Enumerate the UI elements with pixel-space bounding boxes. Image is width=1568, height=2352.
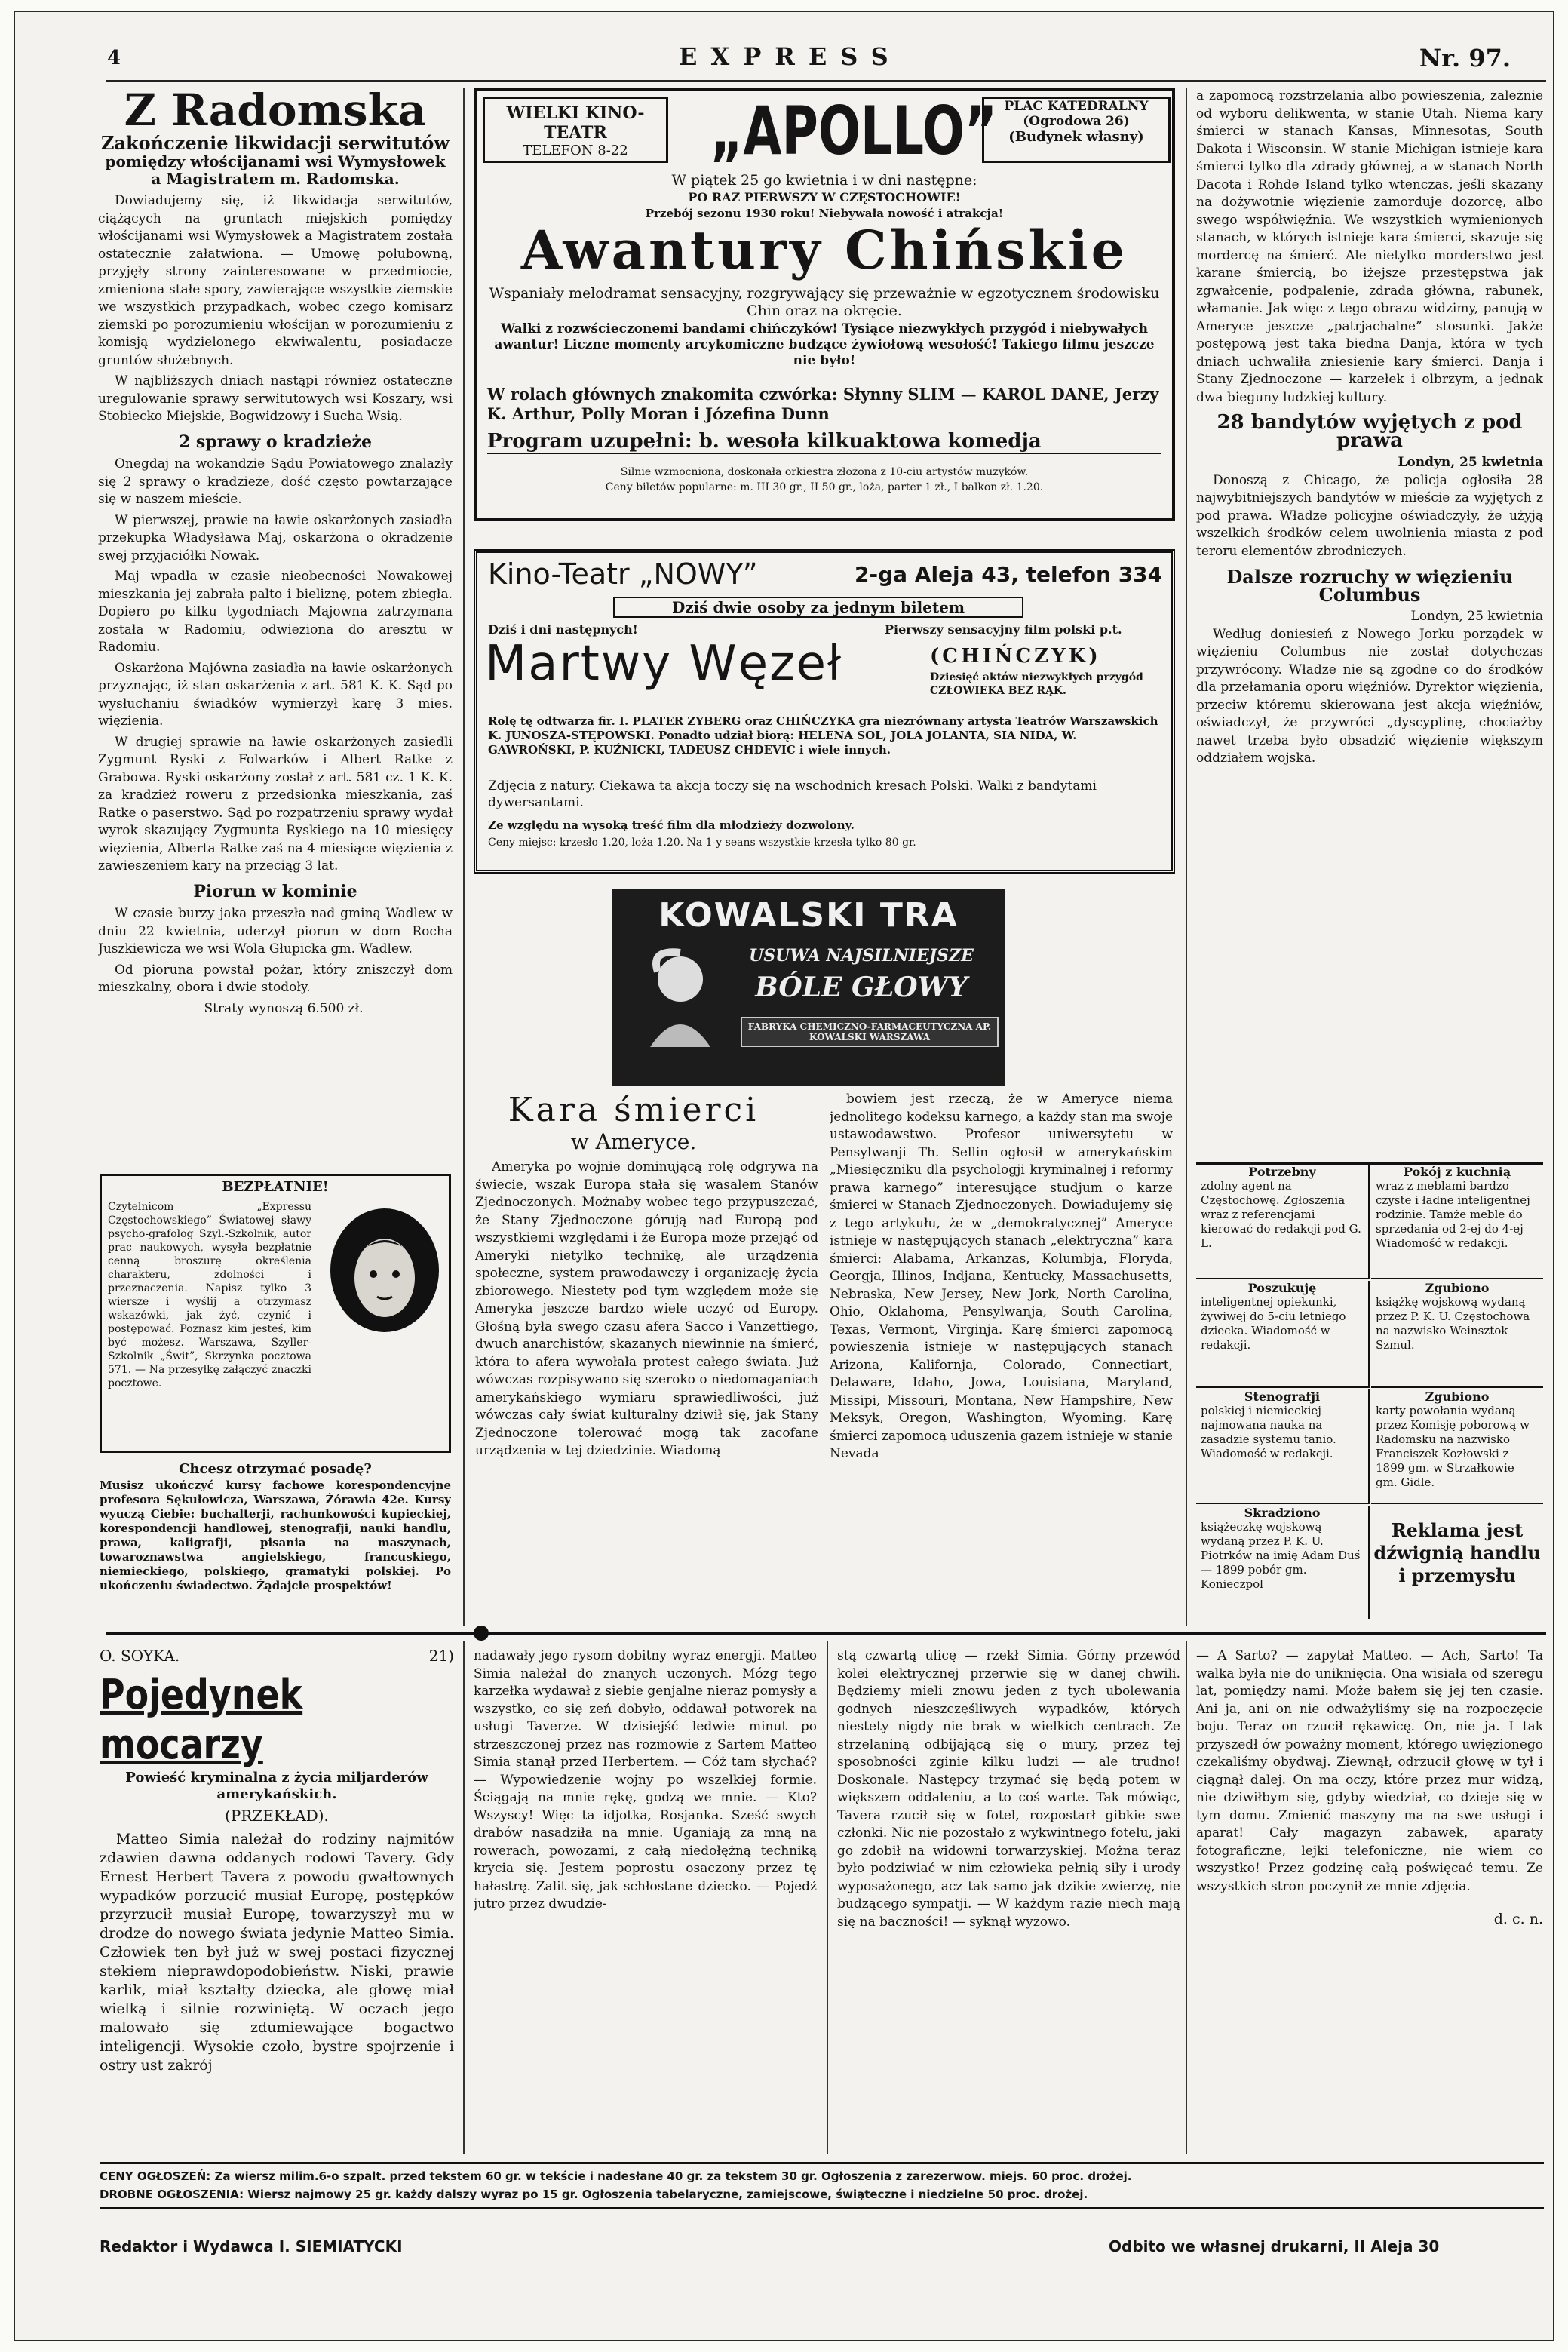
classified-1 (1196, 1165, 1370, 1279)
novel-rule-2 (827, 1641, 828, 2154)
apollo-date: W piątek 25 go kwietnia i w dni następne: (671, 172, 977, 189)
death-penalty-left-text: Ameryka po wojnie dominującą rolę odgrywa na świecie, wszak Europa stała się wasalem Stanów Zjednoczonych. Możnaby wobec tego przypuszczać, że Stany Zjednoczone górują nad Europą pod wszystkiemi względami i że Europa może przejąć od Ameryki nietylko technikę, ale urządzenia społeczne, system prawodawczy i organizację życia zbiorowego. Niestety pod tym względem może się Ameryka jeszcze bardzo wiele uczyć od Europy. Głośną była swego czasu afera Sacco i Vanzettiego, dwuch anarchistów, skazanych niewinnie na śmierć, która to afera wywołała protest całego świata. Już wówczas rozpisywano się szeroko o niedomaganiach amerykańskiego wymiaru sprawiedliwości, już wówczas cały świat kulturalny dziwił się, jak Stany Zjednoczone tolerować mogą tak zacofane urządzenia w tej dziedzinie. Wiadomą (475, 1159, 818, 1458)
classifieds (1196, 1162, 1543, 1629)
classified-3-text: inteligentnej opiekunki, żywiwej do 5-ciu letniego dziecka. Wiadomość w redakcji. (1201, 1295, 1346, 1352)
classified-2-title: Pokój z kuchnią (1403, 1165, 1511, 1179)
classified-7-text: książeczkę wojskową wydaną przez P. K. U. Piotrków na imię Adam Duś — 1899 pobór gm. Konieczpol (1201, 1520, 1361, 1591)
apollo-street: (Ogrodowa 26) (1023, 114, 1130, 129)
novel-title: Pojedynek mocarzy (100, 1671, 303, 1768)
apollo-right-box (982, 97, 1171, 163)
page-header (15, 39, 1554, 75)
classified-6-title: Zgubiono (1425, 1389, 1490, 1404)
novel-c2: nadawały jego rysom dobitny wyraz energji. Matteo Simia należał do znanych uczonych. Mózg tego karzełka wydawał z siebie genjalne nieraz pomysły a wszystko, co się zeń dobyło, oddawał potworek na usługi Taverze. W dzisiejść ledwie minut po strzeszczonej przez nas rozmowie z Sartem Matteo Simia stanął przed Herbertem. — Cóż tam słychać? — Wypowiedzenie wojny po wszelkiej formie. Ściągają na mnie rękę, godzą we mnie. — Kto? Wszyscy! Więc ta idjotka, Rosjanka. Sześć swych drabów nasadziła na mnie. Uganiają za mną na rowerach, powozami, z całą niedołężną techniką krycia się. Jestem poprostu osaczony przez tę hałastrę. Zalit się, jak schłostane dziecko. — Pojedź jutro przez dwudzie- (474, 1648, 817, 1911)
kowalski-line3: BÓLE GŁOWY (755, 972, 968, 1003)
apollo-season: Przebój sezonu 1930 roku! Niebywała nowość i atrakcja! (645, 207, 1004, 220)
thefts-p3: Maj wpadła w czasie nieobecności Nowakowej mieszkania jej zabrała palto i bieliznę, potem zbiegła. Dopiero po kilku tygodniach Majowna zatrzymana została w Radomiu, odwieziona do aresztu w Radomiu. (98, 569, 453, 655)
classified-4 (1371, 1281, 1543, 1388)
apollo-film-title: Awantury Chińskie (520, 219, 1128, 281)
novel-subtitle: Powieść kryminalna z życia miljarderów amerykańskich. (125, 1770, 428, 1802)
job-ad-title: Chcesz otrzymać posadę? (179, 1461, 372, 1477)
novel-col-3 (837, 1647, 1180, 2138)
nowy-today: Dziś i dni następnych! (488, 622, 638, 637)
novel-author: O. SOYKA. (100, 1647, 180, 1665)
thefts-p2: W pierwszej, prawie na ławie oskarżonych zasiadła przekupka Władysława Maj, oskarżona o okradzenie swej przyjaciółki Nowak. (98, 512, 453, 563)
free-ad-title: BEZPŁATNIE! (222, 1179, 329, 1195)
bandits-title: 28 bandytów wyjętych z pod prawa (1217, 411, 1523, 452)
nowy-two-for-one: Dziś dwie osoby za jednym biletem (613, 597, 1023, 618)
classified-2-text: wraz z meblami bardzo czyste i ładne inteligentnej rodzinie. Tamże meble do sprzedania od 2-ej do 4-ej Wiadomość w redakcji. (1376, 1179, 1530, 1250)
bandits-text: Donoszą z Chicago, że policja ogłosiła 28 najwybitniejszych bandytów w mieście za wyjętych z pod prawa. Władze policyjne oświadczyły, że użyją wszelkich środków celem uwolnienia miasta z pod teroru elementów zbrodniczych. (1196, 472, 1543, 559)
column-right (1196, 88, 1543, 1155)
classified-1-text: zdolny agent na Częstochowę. Zgłoszenia wraz z referencjami kierować do redakcji pod G. L. (1201, 1179, 1361, 1250)
nowy-note: Ze względu na wysoką treść film dla młodzieży dozwolony. (488, 818, 855, 832)
novel-c3: stą czwartą ulicę — rzekł Simia. Górny przewód kolei elektrycznej przerwie się w danej chwili. Będziemy mieli znowu jeden z tych ubolewania godnych nieszczęśliwych wypadków, których niestety nigdy nie brak w wielkich centrach. Ze strzelaniną odbijającą się o mury, przez tej sposobności zginie kilku ludzi — ale trudno! Doskonale. Następcy trzymać się będą potem w większem oddaleniu, a to coś warte. Tak mówiąc, Tavera rzucił się w fotel, rozpostarł gibkie swe członki. Nic nie pozostało z wykwintnego fotelu, jaki go zdobił na widowni torwarzyskiej. Można teraz było podziwiać w nim człowieka pełnią siły i urody wyposażonego, acz tak samo jak dzikie zwierzę, nie budzącego sympatji. — W każdym razie niech mają się na baczności! — syknął wyzowo. (837, 1648, 1180, 1930)
apollo-first-time: PO RAZ PIERWSZY W CZĘSTOCHOWIE! (688, 190, 961, 204)
apollo-cast: W rolach głównych znakomita czwórka: Słynny SLIM — KAROL DANE, Jerzy K. Arthur, Polly Moran i Józefina Dunn (487, 385, 1159, 423)
classified-3-title: Poszukuję (1247, 1281, 1317, 1295)
radomsko-title: Z Radomska (124, 88, 427, 136)
death-penalty-right-text: bowiem jest rzeczą, że w Ameryce niema jednolitego kodeksu karnego, a każdy stan ma swoje ustawodawstwo. Profesor uniwersytetu w Pensylwanji Th. Sellin ogłosił w amerykańskim „Miesięczniku dla psychologji kryminalnej i reformy prawa karnego” interesujące studjum o karze śmierci w Stanach Zjednoczonych. Dowiadujemy się z tego artykułu, że w „demokratycznej” Ameryce istnieje w następujących stanach „elektryczna” kara śmierci: Alabama, Arkanzas, Kolumbja, Floryda, Georgja, Illinos, Indjana, Kentucky, Massachusetts, Nebraska, New Jersey, New Jork, North Carolina, Ohio, Oklahoma, Pensylwanja, South Carolina, Texas, Vermont, Virginja. Karę śmierci zapomocą powieszenia istnieje w następujących stanach Arizona, Kalifornja, Colorado, Connectiart, Delaware, Idaho, Jowa, Louisiana, Maryland, Missipi, Missouri, Montana, New Hampshire, New Meksyk, Oregon, Washington, Wyoming. Karę śmierci zapomocą uduszenia gazem istnieje w stanie Nevada (830, 1092, 1173, 1461)
footer-editor: Redaktor i Wydawca I. SIEMIATYCKI (100, 2237, 403, 2255)
apollo-desc2: Walki z rozwścieczonemi bandami chińczyków! Tysiące niezwykłych przygód i niebywałych awantur! Liczne momenty arcykomiczne budzące żywiołową wesołość! Takiego filmu jeszcze nie było! (494, 321, 1155, 368)
lightning-p1: W czasie burzy jaka przeszła nad gminą Wadlew w dniu 22 kwietnia, uderzył piorun w dom Rocha Juszkiewicza we wsi Wola Głupicka gm. Wadlew. (98, 906, 453, 956)
job-ad-text: Musisz ukończyć kursy fachowe korespondencyjne profesora Sękułowicza, Warszawa, Żórawia 42e. Kursy wyuczą Ciebie: buchalterji, rachunkowości kupieckiej, korespondencji handlowej, stenografji, nauki handlu, prawa, kaligrafji, pisania na maszynach, towaroznawstwa angielskiego, francuskiego, niemieckiego, polskiego, gramatyki polskiej. Po ukończeniu świadectwo. Żądajcie prospektów! (100, 1478, 451, 1592)
footer-rule-top (100, 2162, 1544, 2164)
classified-5 (1196, 1389, 1370, 1504)
novel-rule-3 (1186, 1641, 1187, 2154)
novel-continued: d. c. n. (1493, 1911, 1543, 1927)
free-ad-text: Czytelnicom „Expressu Częstochowskiego” Światowej sławy psycho-grafolog Szyl.-Szkolnik, autor prac naukowych, wysyła bezpłatnie cenną broszurę określenia charakteru, zdolności i przeznaczenia. Napisz tylko 3 wiersze i wyślij a otrzymasz wskazówki, jak żyć, czynić i postępować. Poznasz kim jesteś, kim być możesz. Warszawa, Szyller-Szkolnik „Świt”, Skrzynka pocztowa 571. — Na przesyłkę załączyć znaczki pocztowe. (108, 1201, 311, 1389)
footer-prices: CENY OGŁOSZEŃ: Za wiersz milim.6-o szpalt. przed tekstem 60 gr. w tekście i nadesłane 40 gr. za tekstem 30 gr. Ogłoszenia z zarezerwow. miejs. 60 proc. drożej. (100, 2169, 1132, 2183)
nowy-body: Rolę tę odtwarza fir. I. PLATER ZYBERG oraz CHIŃCZYKA gra niezrównany artysta Teatrów Warszawskich K. JUNOSZA-STĘPOWSKI. Ponadto udział biorą: HELENA SOL, JOLA JOLANTA, SIA NIDA, W. GAWROŃSKI, P. KUŹNICKI, TADEUSZ CHDEVIC i wiele innych. (488, 714, 1158, 757)
nowy-tagline: Dziesięć aktów niezwykłych przygód CZŁOWIEKA BEZ RĄK. (930, 671, 1143, 697)
nowy-first-polish: Pierwszy sensacyjny film polski p.t. (885, 622, 1122, 637)
column-radomsko (98, 88, 453, 1362)
free-brochure-ad (100, 1174, 451, 1453)
novel-col-2 (474, 1647, 817, 2138)
kowalski-headache-ad (612, 889, 1005, 1086)
footer-printer: Odbito we własnej drukarni, II Aleja 30 (1109, 2237, 1440, 2255)
issue-number: Nr. 97. (1419, 44, 1511, 72)
apollo-left-box (483, 97, 668, 163)
radomsko-p2: W najbliższych dniach nastąpi również ostateczne uregulowanie sprawy serwitutowych wsi Koszary, wsi Stobiecko Miejskie, Bogwidzowy i Sucha Wsią. (98, 373, 453, 424)
classified-4-title: Zgubiono (1425, 1281, 1490, 1295)
classified-1-title: Potrzebny (1248, 1165, 1316, 1179)
classified-6 (1371, 1389, 1543, 1504)
nowy-prices: Ceny miejsc: krzesło 1.20, loża 1.20. Na 1-y seans wszystkie krzesła tylko 80 gr. (488, 837, 916, 849)
apollo-phone: TELEFON 8-22 (523, 143, 628, 158)
classified-5-title: Stenografji (1244, 1389, 1321, 1404)
column-rule-2 (1186, 88, 1187, 1626)
riots-dateline: Londyn, 25 kwietnia (1410, 609, 1543, 624)
nowy-name: Kino-Teatr „NOWY” (488, 557, 758, 591)
column-rule-1 (463, 88, 465, 1626)
novel-col-4 (1196, 1647, 1543, 2138)
apollo-building: (Budynek własny) (1008, 129, 1144, 145)
bandits-dateline: Londyn, 25 kwietnia (1398, 455, 1543, 470)
masthead: EXPRESS (679, 42, 902, 71)
apollo-name: „APOLLO” (710, 92, 998, 170)
nowy-cinema-ad (474, 549, 1175, 874)
radomsko-p1: Dowiadujemy się, iż likwidacja serwitutów, ciążących na gruntach miejskich pomiędzy włościjanami wsi Wymysłowek a Magistratem została ostatecznie załatwiona. — Umowę polubowną, przyjęły strony zainteresowane w przedmiocie, zmieniona stałe spory, zawierające wszystkie ziemskie we wszystkich przypadkach, wobec czego komisarz ziemski po porozumieniu włościjan w porozumieniu z komisją wydzielonego ekwiwalentu, posiadacze gruntów służebnych. (98, 193, 453, 368)
nowy-film-title: Martwy Węzeł (485, 636, 843, 692)
novel-c4: — A Sarto? — zapytał Matteo. — Ach, Sarto! Ta walka była nie do uniknięcia. Ona wisiała od szeregu lat, pomiędzy nami. Może bałem się jej ten czasie. Ani ja, ani on nie odważyliśmy się na rozpoczęcie boju. Teraz on rzucił rękawicę. On, nie ja. I tak przyszedł ów poważny moment, którego uwięzionego czekaliśmy obydwaj. Ziewnął, odrzucił głowę w tył i ciągnął dalej. On ma oczy, które przez mur widzą, nie dziwiłbym się, gdyby wiedział, co dzieje się w tym domu. Zmienić maszyny ma na swe usługi i aparat! Cały magazyn zabawek, aparaty fotograficzne, lejki telefoniczne, nie wiem co wszystko! Przez godzinę całą poświęcać temu. Ze wszystkich stron poczynił ze mnie zdjęcia. (1196, 1648, 1543, 1894)
death-penalty-col-left (475, 1159, 818, 1626)
riots-title: Dalsze rozruchy w więzieniu Columbus (1226, 566, 1513, 606)
lightning-p2: Od pioruna powstał pożar, który zniszczył dom mieszkalny, obora i dwie stodoły. (98, 962, 453, 995)
apollo-prices: Ceny biletów popularne: m. III 30 gr., II 50 gr., loża, parter 1 zł., I balkon zł. 1.20. (605, 481, 1044, 493)
apollo-kino-label: WIELKI KINO-TEATR (506, 103, 645, 143)
classified-5-text: polskiej i niemieckiej najmowana nauka na zasadzie systemu tanio. Wiadomość w redakcji. (1201, 1404, 1336, 1460)
novel-rule (106, 1632, 1546, 1635)
footer-rule-bottom (100, 2207, 1544, 2209)
radomsko-subtitle2: pomiędzy włościjanami wsi Wymysłowek a Magistratem m. Radomska. (105, 152, 446, 188)
kowalski-line2: USUWA NAJSILNIEJSZE (749, 946, 974, 966)
death-penalty-continued: a zapomocą rozstrzelania albo powieszenia, zależnie od wyboru delikwenta, w stanie Utah. Niema kary śmierci w stanach Kansas, Minnesotas, South Dakota i Wisconsin. W stanie Michigan istnieje kara śmierci tylko dla zdrady głównej, a w stanach North Dacota i Rohde Island tylko wtenczas, jeśli skazany na dożywotnie więzienie zamordujе dozorcę, albo swego współwięźnia. We wszystkich wymienionych stanach, w których istnieje kara śmierci, skazuje się mordercę na śmierć. Ale nietylko morderstwo jest karane śmiercią, bo iżejsze przestępstwa jak zgwałcenie, podpalenie, zdrada główna, rabunek, włamanie. Jak więc z tego obrazu widzimy, panują w Ameryce jeszcze „patrjachalne” stosunki. Jakże postępową jest taka biedna Danja, która w tych dniach uchwaliła zniesienie kary śmierci. Danja i Stany Zjednoczone — karzełek i olbrzym, a jednak dwa bieguny ludzkiej kultury. (1196, 88, 1543, 405)
portrait-image (324, 1206, 445, 1342)
header-rule (106, 80, 1546, 82)
death-penalty-col-right (830, 1091, 1173, 1626)
apollo-program: Program uzupełni: b. wesoła kilkuaktowa komedja (487, 430, 1161, 454)
classified-6-text: karty powołania wydaną przez Komisję poborową w Radomsku na nazwisko Franciszek Kozłowski z 1899 gm. w Strzałkowie gm. Gidle. (1376, 1404, 1530, 1489)
thefts-p1: Onegdaj na wokandzie Sądu Powiatowego znalazły się 2 sprawy o kradzieże, dość często powtarzające się w naszem mieście. (98, 456, 453, 507)
nowy-chinese: (CHIŃCZYK) (930, 645, 1101, 668)
thefts-p4: Oskarżona Majówna zasiadła na ławie oskarżonych przyznając, iż stan oskarżenia z art. 581 K. K. Sąd po wysłuchaniu świadków wymierzył karę 3 mies. więzienia. (98, 660, 453, 729)
advert-slogan: Reklama jest dźwignią handlu i przemysłu (1373, 1519, 1541, 1586)
lightning-p3: Straty wynoszą 6.500 zł. (204, 1000, 364, 1016)
thefts-p5: W drugiej sprawie na ławie oskarżonych zasiedli Zygmunt Ryski z Folwarków i Albert Ratke z Grabowa. Ryski oskarżony został z art. 581 cz. 1 K. K. za kradzież roweru z przedsionka mieszkania, zaś Ratke o paserstwo. Sąd po rozpatrzeniu sprawy wydał wyrok skazujący Zygmunta Ryskiego na 10 miesięcy więzienia, Alberta Ratke zaś na 4 miesiące więzienia z zawieszeniem kary na przeciąg 3 lat. (98, 734, 453, 874)
classified-7 (1196, 1506, 1370, 1619)
novel-episode: 21) (428, 1647, 454, 1665)
classified-4-text: książkę wojskową wydaną przez P. K. U. Częstochowa na nazwisko Weinsztok Szmul. (1376, 1295, 1530, 1352)
death-penalty-heading (475, 1091, 792, 1154)
novel-rule-1 (463, 1641, 465, 2154)
novel-header (100, 1647, 454, 1670)
death-penalty-title: Kara śmierci (508, 1091, 759, 1129)
radomsko-subtitle: Zakończenie likwidacji serwitutów (100, 132, 450, 154)
apollo-cinema-ad (474, 88, 1175, 521)
novel-c1: Matteo Simia należał do rodziny najmitów zdawien dawna oddanych rodowi Tavery. Gdy Ernest Herbert Tavera z powodu gwałtownych wypadków porzucić musiał Europę, postępków przyrzucił musiał Europę, towarzyszył mu w drodze do nowego świata jedynie Matteo Simia. Człowiek ten był już w swej postaci fizycznej stekiem nieprawdopodobieństw. Niski, prawie karlik, miał kształty dziecka, ale głowę miał wielką i silnie rozwiniętą. W oczach jego malowało się zdumiewające bogactwo inteligencji. Wysokie czoło, bystre spojrzenie i ostry ust zakrój (100, 1830, 454, 2074)
lightning-title: Piorun w kominie (193, 881, 357, 901)
footer-small-ads: DROBNE OGŁOSZENIA: Wiersz najmowy 25 gr. każdy dalszy wyraz po 15 gr. Ogłoszenia tabelaryczne, zamiejscowe, świąteczne i niedzielne 50 proc. drożej. (100, 2188, 1088, 2201)
nowy-address: 2-ga Aleja 43, telefon 334 (855, 562, 1163, 587)
novel-translated: (PRZEKŁAD). (225, 1807, 329, 1825)
rule-dot (474, 1626, 489, 1641)
man-holding-head-icon (628, 941, 733, 1055)
nowy-extra: Zdjęcia z natury. Ciekawa ta akcja toczy się na wschodnich kresach Polski. Walki z bandytami dywersantami. (488, 778, 1097, 810)
page-number: 4 (107, 47, 121, 69)
classified-3 (1196, 1281, 1370, 1388)
apollo-place: PLAC KATEDRALNY (1004, 99, 1149, 114)
kowalski-title: KOWALSKI TRA (658, 896, 959, 935)
thefts-title: 2 sprawy o kradzieże (178, 431, 373, 452)
classified-2 (1371, 1165, 1543, 1279)
apollo-desc1: Wspaniały melodramat sensacyjny, rozgrywający się przeważnie w egzotycznem środowisku Chin oraz na okręcie. (489, 285, 1160, 319)
death-penalty-subtitle: w Ameryce. (570, 1129, 697, 1154)
job-course-ad (100, 1460, 451, 1611)
newspaper-page (14, 11, 1554, 2341)
riots-text: Według doniesień z Nowego Jorku porządek w więzieniu Columbus nie został dotychczas przywrócony. Władze nie są zgodne co do środków dla przełamania oporu więźniów. Dyrektor więzienia, przeciw któremu skierowana jest akcja więźniów, oświadczył, że przywróci „dyscyplinę, chociażby nawet trzeba było obsadzić więzienie większym oddziałem wojska. (1196, 626, 1543, 766)
kowalski-maker: FABRYKA CHEMICZNO-FARMACEUTYCZNA AP. KOWALSKI WARSZAWA (741, 1017, 999, 1047)
classified-7-title: Skradziono (1244, 1506, 1321, 1520)
novel-col-1 (100, 1647, 454, 2138)
classified-8 (1371, 1519, 1543, 1617)
apollo-orchestra: Silnie wzmocniona, doskonała orkiestra złożona z 10-ciu artystów muzyków. (620, 466, 1029, 478)
